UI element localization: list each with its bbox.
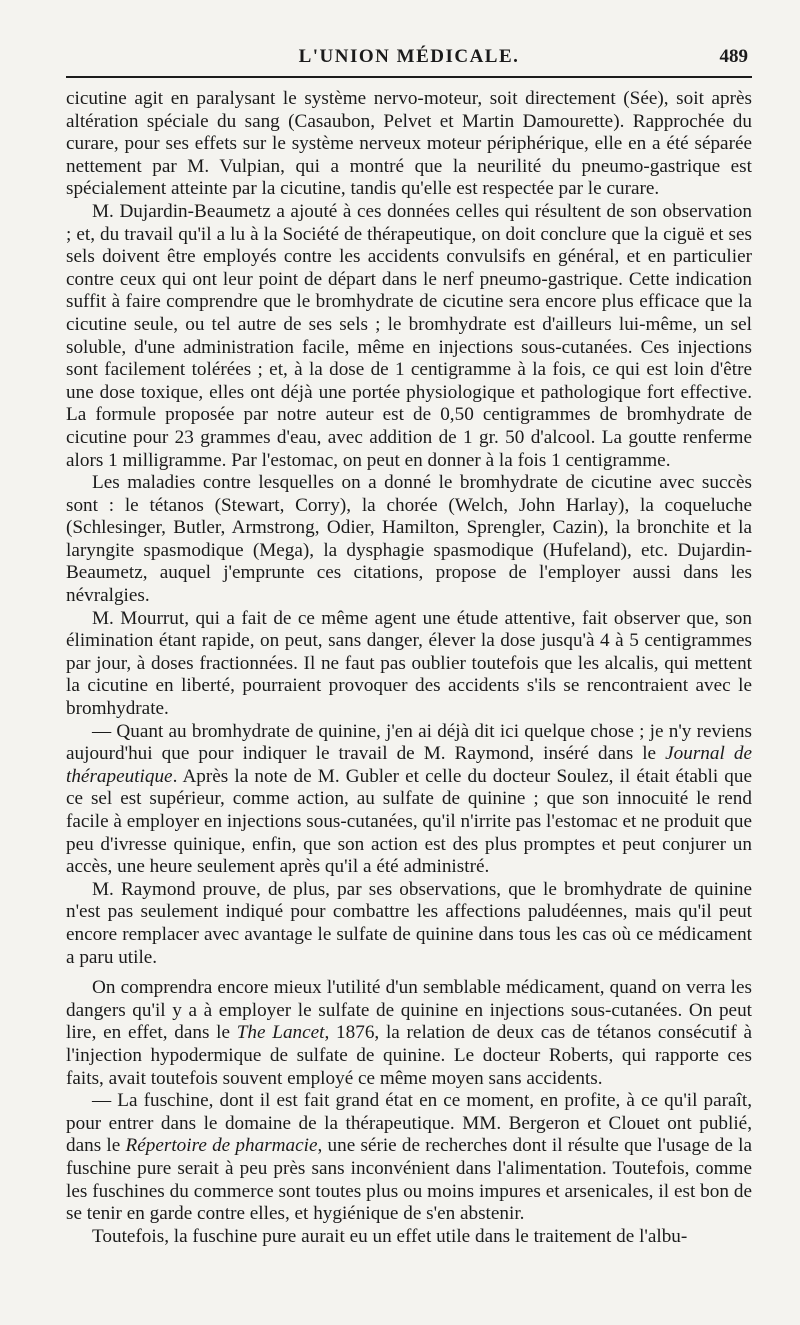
paragraph — [66, 721, 752, 879]
paragraph: Les maladies contre lesquelles on a donné le bromhydrate de cicutine avec succès sont : le tétanos (Stewart, Corry), la chorée (Welch, John Harlay), la coqueluche (Schlesinger, Butler, Armstrong, Odier, Hamilton, Sprengler, Cazin), la bronchite et la laryngite spasmodique (Mega), la dysphagie spasmodique (Hufeland), etc. Dujardin-Beaumetz, auquel j'emprunte ces citations, propose de l'employer aussi dans les névralgies. — [66, 472, 752, 607]
paragraph: Toutefois, la fuschine pure aurait eu un effet utile dans le traitement de l'albu- — [92, 1225, 688, 1247]
journal-citation: Journal de thérapeutique — [66, 743, 752, 787]
running-head — [66, 0, 752, 76]
paragraph-text: , une série de recherches dont il résulte que l'usage de la fuschine pure serait à peu près sans inconvénient dans l'alimentation. Toutefois, comme les fuschines du commerce sont toutes plus ou moins impures et arsenicales, il est bon de se tenir en garde contre elles, et hygiénique de s'en abstenir. — [66, 1135, 753, 1225]
paragraph: M. Mourrut, qui a fait de ce même agent une étude attentive, fait observer que, son élimination étant rapide, on peut, sans danger, élever la dose jusqu'à 4 à 5 centigrammes par jour, à doses fractionnées. Il ne faut pas oublier toutefois que les alcalis, qui mettent la cicutine en liberté, pourraient provoquer des accidents s'ils se rencontraient avec le bromhydrate. — [66, 607, 752, 720]
article-body — [66, 88, 752, 1248]
paragraph: M. Raymond prouve, de plus, par ses observations, que le bromhydrate de quinine n'est pas seulement indiqué pour combattre les affections paludéennes, mais qu'il peut encore remplacer avec avantage le sulfate de quinine dans tous les cas où ce médicament a paru utile. — [66, 878, 752, 968]
header-rule — [66, 76, 752, 78]
paragraph-text: , 1876, la relation de deux cas de tétanos consécutif à l'injection hypodermique de sulfate de quinine. Le docteur Roberts, qui rapporte ces faits, avait toutefois souvent employé ce même moyen sans accidents. — [66, 1022, 752, 1089]
paragraph — [66, 1090, 752, 1226]
page-number: 489 — [719, 46, 748, 67]
paragraph: M. Dujardin-Beaumetz a ajouté à ces données celles qui résultent de son observation ; et, du travail qu'il a lu à la Société de thérapeutique, on doit conclure que la ciguë et ses sels doivent être employés contre les accidents convulsifs en général, et en particulier contre ceux qui ont leur point de départ dans le nerf pneumo-gastrique. Cette indication suffit à faire comprendre que le bromhydrate de cicutine sera encore plus efficace que la cicutine seule, ou tel autre de ses sels ; le bromhydrate est d'ailleurs lui-même, un sel soluble, d'une administration facile, même en injections sous-cutanées. Ces injections sont facilement tolérées ; et, à la dose de 1 centigramme à la fois, ce qui est loin d'être une dose toxique, elles ont déjà une portée physiologique et pathologique fort effective. La formule proposée par notre auteur est de 0,50 centigrammes de bromhydrate de cicutine pour 23 grammes d'eau, avec addition de 1 gr. 50 d'alcool. La goutte renferme alors 1 milligramme. Par l'estomac, on peut en donner à la fois 1 centigramme. — [66, 200, 752, 471]
paragraph-text: . Après la note de M. Gubler et celle du docteur Soulez, il était établi que ce sel est supérieur, comme action, au sulfate de quinine ; que son innocuité le rend facile à employer en injections sous-cutanées, qu'il n'irrite pas l'estomac et ne produit que peu d'ivresse quinique, enfin, que son action est des plus promptes et peut conjurer un accès, une heure seulement après qu'il a été administré. — [66, 765, 752, 878]
journal-citation: Répertoire de pharmacie — [125, 1135, 318, 1157]
paragraph-text: — Quant au bromhydrate de quinine, j'en ai déjà dit ici quelque chose ; je n'y reviens aujourd'hui que pour indiquer le travail de M. Raymond, inséré dans le — [66, 720, 752, 765]
journal-title: L'UNION MÉDICALE. — [298, 46, 520, 67]
journal-citation: The Lancet — [236, 1022, 325, 1044]
paragraph-text: On comprendra encore mieux l'utilité d'un semblable médicament, quand on verra les dangers qu'il y a à employer le sulfate de quinine en injections sous-cutanées. On peut lire, en effet, dans le — [66, 977, 752, 1044]
paragraph: cicutine agit en paralysant le système nervo-moteur, soit directement (Sée), soit après altération spéciale du sang (Casaubon, Pelvet et Martin Damourette). Rapprochée du curare, pour ses effets sur le système nerveux moteur périphérique, elle en a été séparée nettement par M. Vulpian, qui a montré que la neurilité du pneumo-gastrique est spécialement atteinte par la cicutine, tandis qu'elle est respectée par le curare. — [66, 88, 752, 200]
paragraph — [66, 977, 752, 1090]
paragraph-text: — La fuschine, dont il est fait grand état en ce moment, en profite, à ce qu'il paraît, pour entrer dans le domaine de la thérapeutique. MM. Bergeron et Clouet ont publié, dans le — [66, 1090, 752, 1157]
